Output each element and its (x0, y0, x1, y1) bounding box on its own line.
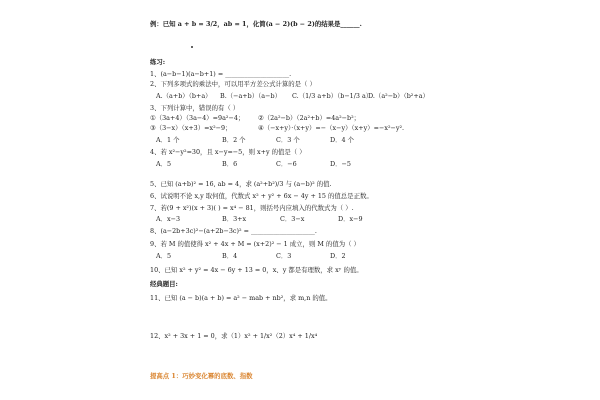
highlight-point-1: 提高点 1：巧妙变化幂的底数、指数 (150, 372, 253, 380)
question-6: 6、试说明不论 x,y 取何值，代数式 x² + y² + 6x − 4y + 15 的值总是正数。 (150, 192, 373, 200)
q3-item-1: ①（3a+4）（3a−4）=9a²−4； (150, 114, 245, 122)
q2-option-c: C.（1/3 a+b）（b−1/3 a） (292, 92, 373, 100)
question-8: 8、(a−2b+3c)²−(a+2b−3c)² = ____________________. (150, 227, 317, 235)
question-3: 3、下列计算中，错误的有（ ） (150, 104, 240, 112)
q9-option-d: D．2 (330, 252, 346, 260)
q7-option-b: B．3+x (222, 215, 247, 223)
q3-option-c: C．3 个 (276, 136, 300, 144)
question-1: 1、(a−b−1)(a−b+1) = ____________________. (150, 70, 292, 78)
q3-option-a: A．1 个 (156, 136, 180, 144)
q7-option-c: C．3−x (280, 215, 305, 223)
q2-option-a: A.（a+b）（b+a） (156, 92, 212, 100)
question-10: 10、已知 x² + y² = 4x − 6y + 13 = 0，x、y 都是有理数，求 xʸ 的值。 (150, 266, 363, 274)
classic-heading: 经典题目: (150, 280, 178, 288)
question-7: 7、若(9 + x²)(x + 3)( ) = x⁴ − 81，则括号内应填入的代数式为（ ）. (150, 204, 354, 212)
question-11: 11、已知 (a − b)(a + b) = a² − mab + nb²，求 m,n 的值。 (150, 294, 332, 302)
q4-option-b: B．6 (222, 160, 238, 168)
q9-option-b: B．4 (222, 252, 238, 260)
q7-option-a: A．x−3 (156, 215, 181, 223)
q3-option-b: B．2 个 (222, 136, 246, 144)
q3-item-4: ④（−x+y）·（x+y）=−（x−y）（x+y）=−x²−y². (258, 124, 405, 132)
q4-option-d: D．−5 (330, 160, 351, 168)
q9-option-a: A．5 (156, 252, 172, 260)
question-12: 12、x² + 3x + 1 = 0，求（1）x² + 1/x²（2）x⁴ + 1/x⁴ (150, 332, 318, 340)
question-4: 4、若 x²−y²=30，且 x−y=−5，则 x+y 的值是（ ） (150, 148, 306, 156)
q4-option-c: C．−6 (276, 160, 297, 168)
exercise-heading: 练习: (150, 58, 166, 66)
q2-option-d: D.（a²−b）（b²+a） (368, 92, 429, 100)
q3-item-2: ②（2a²−b）（2a²+b）=4a²−b²； (258, 114, 361, 122)
q2-option-b: B.（−a+b）（a−b） (220, 92, 281, 100)
question-9: 9、若 M 的值使得 x² + 4x + M = (x+2)² − 1 成立，则 M 的值为（ ） (150, 240, 360, 248)
question-2: 2、下列多项式的乘法中，可以用平方差公式计算的是（ ） (150, 80, 316, 88)
q3-option-d: D．4 个 (330, 136, 355, 144)
q4-option-a: A．5 (156, 160, 172, 168)
question-5: 5、已知 (a+b)² = 16, ab = 4，求 (a²+b²)/3 与 (a−b)² 的值. (150, 180, 332, 188)
example-problem: 例：已知 a + b = 3/2，ab = 1，化简(a − 2)(b − 2)的结果是______. (150, 20, 362, 28)
q7-option-d: D．x−9 (338, 215, 363, 223)
q9-option-c: C．3 (276, 252, 292, 260)
q3-item-3: ③（3−x）（x+3）=x²−9； (150, 124, 232, 132)
stray-dot (191, 46, 193, 48)
